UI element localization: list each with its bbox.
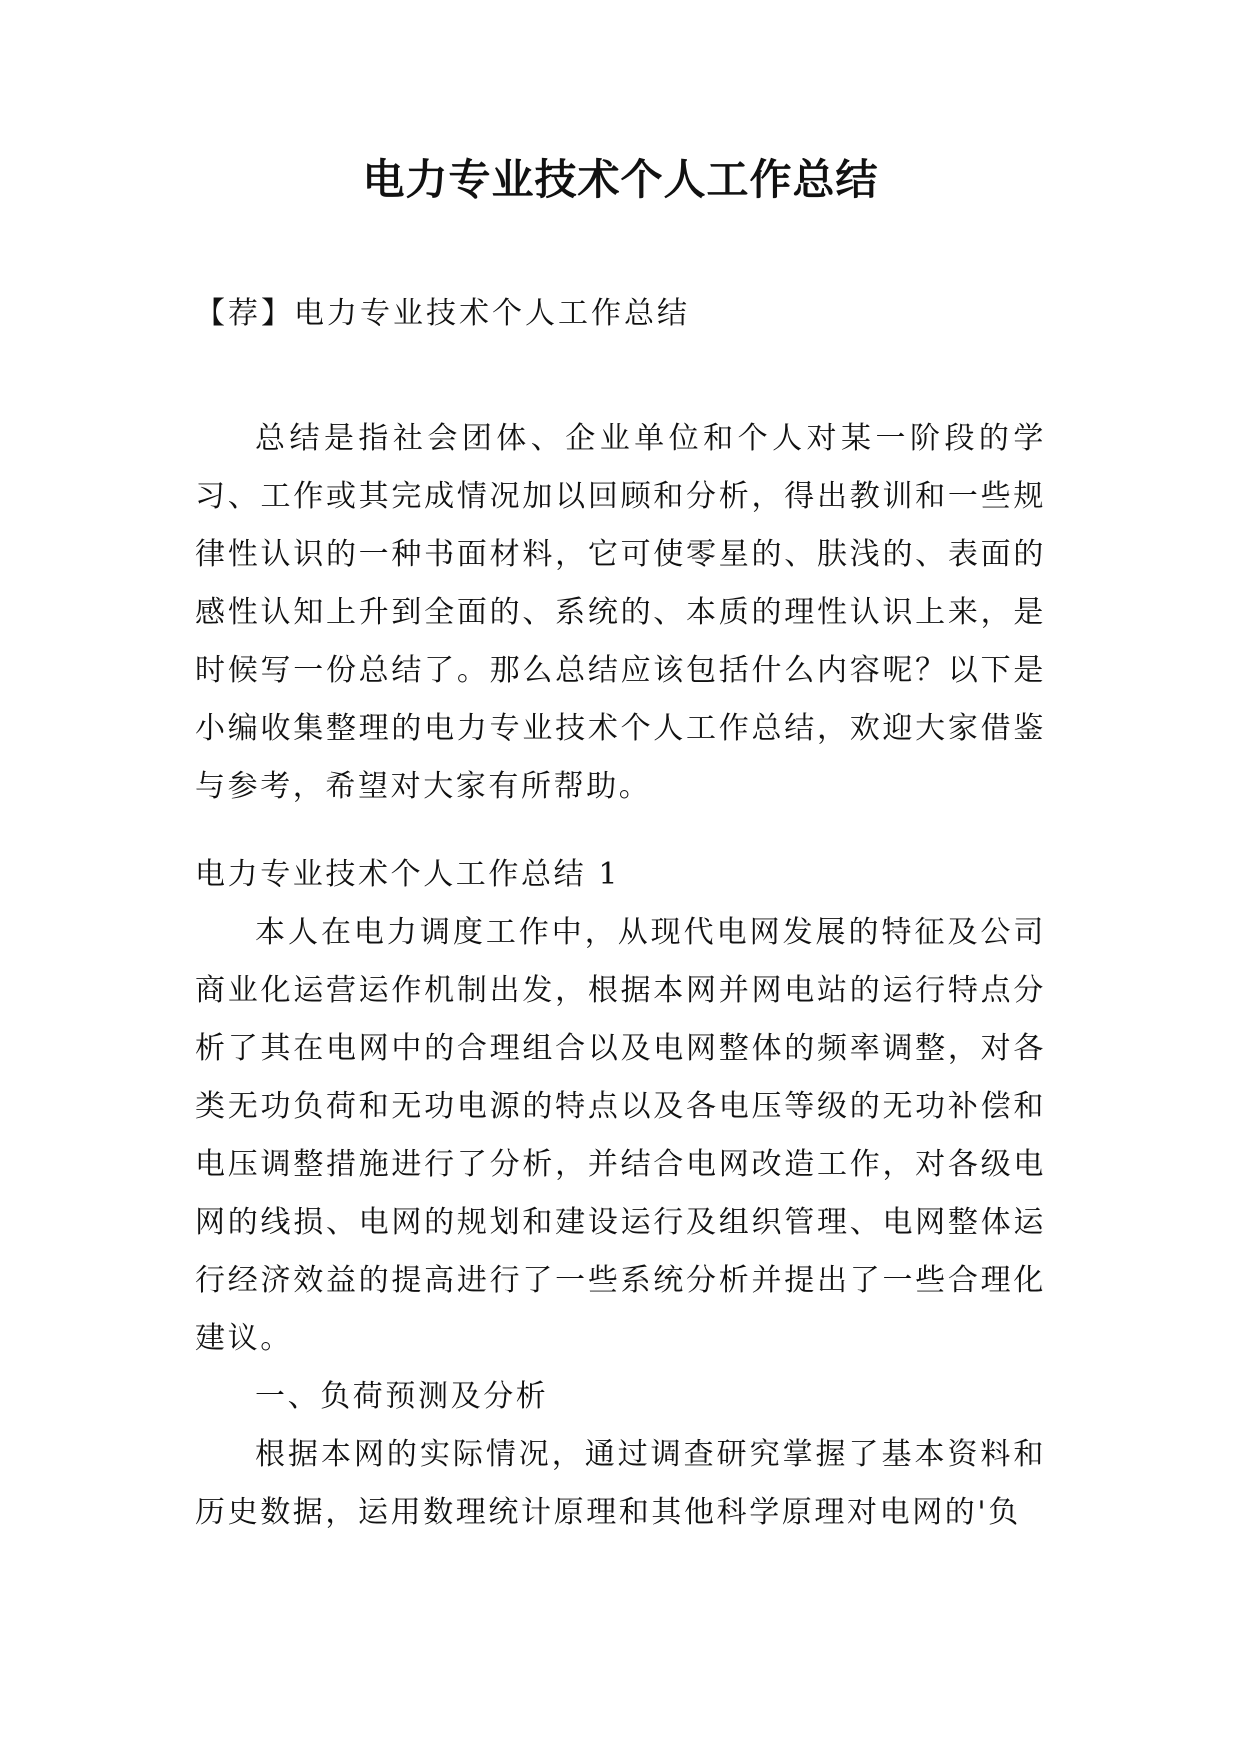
intro-section (195, 410, 1046, 816)
subheading-load-forecast: 一、负荷预测及分析 (255, 1379, 549, 1414)
section-paragraph-1: 本人在电力调度工作中，从现代电网发展的特征及公司商业化运营运作机制出发，根据本网并网电站的运行特点分析了其在电网中的合理组合以及电网整体的频率调整，对各类无功负荷和无功电源的特点以及各电压等级的无功补偿和电压调整措施进行了分析，并结合电网改造工作，对各级电网的线损、电网的规划和建设运行及组织管理、电网整体运行经济效益的提高进行了一些系统分析并提出了一些合理化建议。 (195, 915, 1046, 1356)
document-subtitle: 【荐】电力专业技术个人工作总结 (195, 296, 690, 331)
section-paragraph-2: 根据本网的实际情况，通过调查研究掌握了基本资料和历史数据，运用数理统计原理和其他科学原理对电网的'负 (195, 1437, 1046, 1530)
intro-paragraph: 总结是指社会团体、企业单位和个人对某一阶段的学习、工作或其完成情况加以回顾和分析，得出教训和一些规律性认识的一种书面材料，它可使零星的、肤浅的、表面的感性认知上升到全面的、系统的、本质的理性认识上来，是时候写一份总结了。那么总结应该包括什么内容呢？以下是小编收集整理的电力专业技术个人工作总结，欢迎大家借鉴与参考，希望对大家有所帮助。 (195, 421, 1046, 804)
section-heading: 电力专业技术个人工作总结 1 (195, 857, 621, 892)
document-title: 电力专业技术个人工作总结 (362, 155, 879, 204)
section-1 (195, 846, 1046, 1542)
